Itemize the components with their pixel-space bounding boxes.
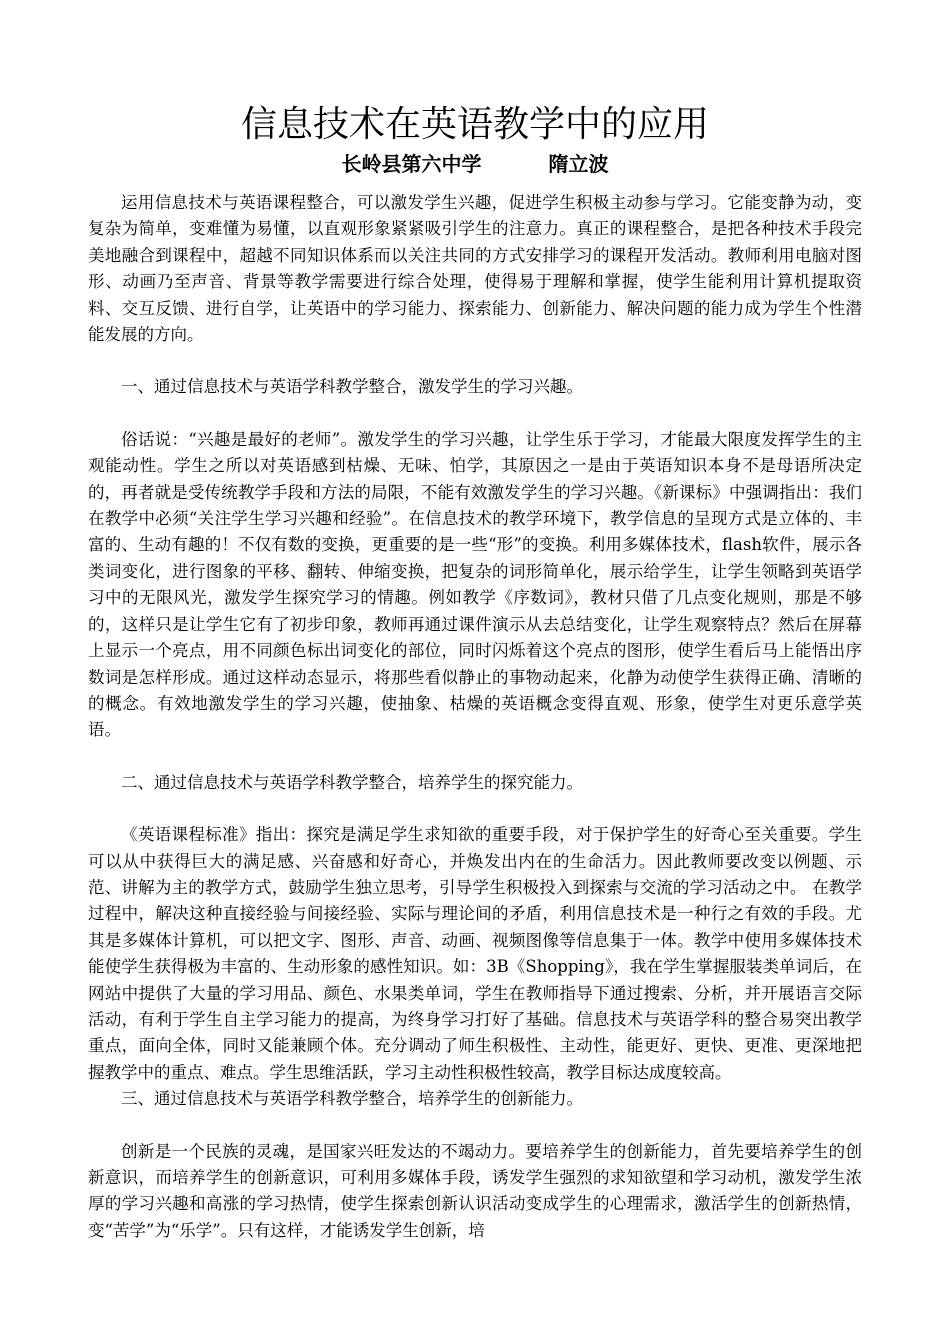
spacer <box>88 1113 862 1139</box>
section-heading-3: 三、通过信息技术与英语学科教学整合，培养学生的创新能力。 <box>121 1089 583 1109</box>
byline <box>88 150 862 178</box>
document-page <box>88 100 862 1244</box>
section-heading-2: 二、通过信息技术与英语学科教学整合，培养学生的探究能力。 <box>121 772 583 792</box>
section-heading-1: 一、通过信息技术与英语学科教学整合，激发学生的学习兴趣。 <box>121 377 583 397</box>
spacer <box>88 796 862 822</box>
author-name: 隋立波 <box>548 152 609 176</box>
spacer <box>88 744 862 770</box>
spacer <box>88 348 862 374</box>
paragraph-section-2: 《英语课程标准》指出：探究是满足学生求知欲的重要手段，对于保护学生的好奇心至关重要。学生可以从中获得巨大的满足感、兴奋感和好奇心，并焕发出内在的生命活力。因此教师要改变以例题、示范、讲解为主的教学方式，鼓励学生独立思考，引导学生积极投入到探索与交流的学习活动之中。 在教学过程中，解决这种直接经验与间接经验、实际与理论间的矛盾，利用信息技术是一种行之有效的手段。尤其是多媒体计算机，可以把文字、图形、声音、动画、视频图像等信息集于一体。教学中使用多媒体技术能使学生获得极为丰富的、生动形象的感性知识。如：3B《Shopping》，我在学生掌握服装类单词后，在网站中提供了大量的学习用品、颜色、水果类单词，学生在教师指导下通过搜索、分析，并开展语言交际活动，有利于学生自主学习能力的提高，为终身学习打好了基础。信息技术与英语学科的整合易突出教学重点，面向全体，同时又能兼顾个体。充分调动了师生积极性、主动性，能更好、更快、更准、更深地把握教学中的重点、难点。学生思维活跃，学习主动性积极性较高，教学目标达成度较高。 <box>88 825 862 1082</box>
paragraph-section-3: 创新是一个民族的灵魂，是国家兴旺发达的不竭动力。要培养学生的创新能力，首先要培养学生的创新意识，而培养学生的创新意识，可利用多媒体手段，诱发学生强烈的求知欲望和学习动机，激发学生浓厚的学习兴趣和高涨的学习热情，使学生探索创新认识活动变成学生的心理需求，激活学生的创新热情，变“苦学”为“乐学”。只有这样，才能诱发学生创新，培 <box>88 1141 862 1240</box>
paragraph-intro: 运用信息技术与英语课程整合，可以激发学生兴趣，促进学生积极主动参与学习。它能变静为动，变复杂为简单，变难懂为易懂，以直观形象紧紧吸引学生的注意力。真正的课程整合，是把各种技术手段完美地融合到课程中，超越不同知识体系而以关注共同的方式安排学习的课程开发活动。教师利用电脑对图形、动画乃至声音、背景等教学需要进行综合处理，使得易于理解和掌握，使学生能利用计算机提取资料、交互反馈、进行自学，让英语中的学习能力、探索能力、创新能力、解决问题的能力成为学生个性潜能发展的方向。 <box>88 193 862 345</box>
paragraph-section-1: 俗话说：“兴趣是最好的老师”。激发学生的学习兴趣，让学生乐于学习，才能最大限度发挥学生的主观能动性。学生之所以对英语感到枯燥、无味、怕学，其原因之一是由于英语知识本身不是母语所决定的，再者就是受传统教学手段和方法的局限，不能有效激发学生的学习兴趣。《新课标》中强调指出：我们在教学中必须“关注学生学习兴趣和经验”。在信息技术的教学环境下，教学信息的呈现方式是立体的、丰富的、生动有趣的！不仅有数的变换，更重要的是一些“形”的变换。利用多媒体技术，flash软件，展示各类词变化，进行图象的平移、翻转、伸缩变换，把复杂的词形简单化，展示给学生，让学生领略到英语学习中的无限风光，激发学生探究学习的情趣。例如教学《序数词》，教材只借了几点变化规则，那是不够的，这样只是让学生它有了初步印象，教师再通过课件演示从去总结变化，让学生观察特点？然后在屏幕上显示一个亮点，用不同颜色标出词变化的部位，同时闪烁着这个亮点的图形，使学生看后马上能悟出序数词是怎样形成。通过这样动态显示，将那些看似静止的事物动起来，化静为动使学生获得正确、清晰的的概念。有效地激发学生的学习兴趣，使抽象、枯燥的英语概念变得直观、形象，使学生对更乐意学英语。 <box>88 429 862 740</box>
author-school: 长岭县第六中学 <box>341 152 482 176</box>
spacer <box>88 401 862 427</box>
document-title: 信息技术在英语教学中的应用 <box>240 104 709 145</box>
